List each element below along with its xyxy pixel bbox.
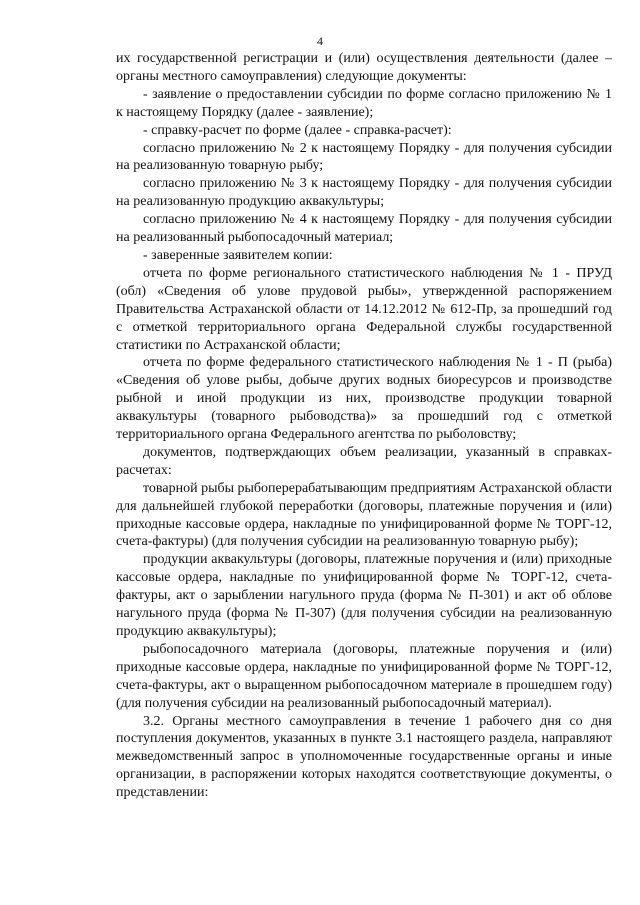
paragraph-continuation: их государственной регистрации и (или) осуществления деятельности (далее – органы местного самоуправления) следующие документы: <box>116 51 612 84</box>
paragraph-commercial-fish: товарной рыбы рыбоперерабатывающим предприятиям Астраханской области для дальнейшей глубокой переработки (договоры, платежные поручения и (или) приходные кассовые ордера, накладные по унифицированной форме № ТОРГ-12, счета-фактуры) (для получения субсидии на реализованную товарную рыбу); <box>116 480 612 550</box>
paragraph-application-item: - заявление о предоставлении субсидии по форме согласно приложению № 1 к настоящему Порядку (далее - заявление); <box>116 86 612 120</box>
paragraph-federal-report: отчета по форме федерального статистического наблюдения № 1 - П (рыба) «Сведения об улове рыбы, добыче других водных биоресурсов и производстве рыбной и иной продукции из них, производстве продукции товарной аквакультуры (товарного рыбоводства)» за прошедший год с отметкой территориального органа Федерального агентства по рыболовству; <box>116 355 612 443</box>
paragraph-sales-documents: документов, подтверждающих объем реализации, указанный в справках-расчетах: <box>116 444 612 478</box>
paragraph-appendix-2: согласно приложению № 2 к настоящему Порядку - для получения субсидии на реализованную товарную рыбу; <box>116 140 612 174</box>
paragraph-section-3-2: 3.2. Органы местного самоуправления в течение 1 рабочего дня со дня поступления документов, указанных в пункте 3.1 настоящего раздела, направляют межведомственный запрос в уполномоченные государственные органы и иные организации, в распоряжении которых находятся соответствующие документы, о представлении: <box>116 713 612 801</box>
page-number: 4 <box>317 34 323 48</box>
paragraph-appendix-3: согласно приложению № 3 к настоящему Порядку - для получения субсидии на реализованную продукцию аквакультуры; <box>116 176 612 210</box>
document-body <box>116 50 612 802</box>
paragraph-certified-copies: - заверенные заявителем копии: <box>143 247 333 263</box>
paragraph-appendix-4: согласно приложению № 4 к настоящему Порядку - для получения субсидии на реализованный рыбопосадочный материал; <box>116 212 612 246</box>
paragraph-aquaculture-products: продукции аквакультуры (договоры, платежные поручения и (или) приходные кассовые ордера, накладные по унифицированной форме № ТОРГ-12, счета-фактуры, акт о зарыблении нагульного пруда (форма № П-301) и акт об облове нагульного пруда (форма № П-307) (для получения субсидии на реализованную продукцию аквакультуры); <box>116 552 612 639</box>
paragraph-regional-report: отчета по форме регионального статистического наблюдения № 1 - ПРУД (обл) «Сведения об улове прудовой рыбы», утвержденной распоряжением Правительства Астраханской области от 14.12.2012 № 612-Пр, за прошедший год с отметкой территориального органа Федеральной службы государственной статистики по Астраханской области; <box>116 265 612 353</box>
paragraph-fish-seed: рыбопосадочного материала (договоры, платежные поручения и (или) приходные кассовые ордера, накладные по унифицированной форме № ТОРГ-12, счета-фактуры, акт о выращенном рыбопосадочном материале в прошедшем году) (для получения субсидии на реализованный рыбопосадочный материал). <box>116 641 612 711</box>
paragraph-calculation-item: - справку-расчет по форме (далее - справка-расчет): <box>143 122 452 138</box>
